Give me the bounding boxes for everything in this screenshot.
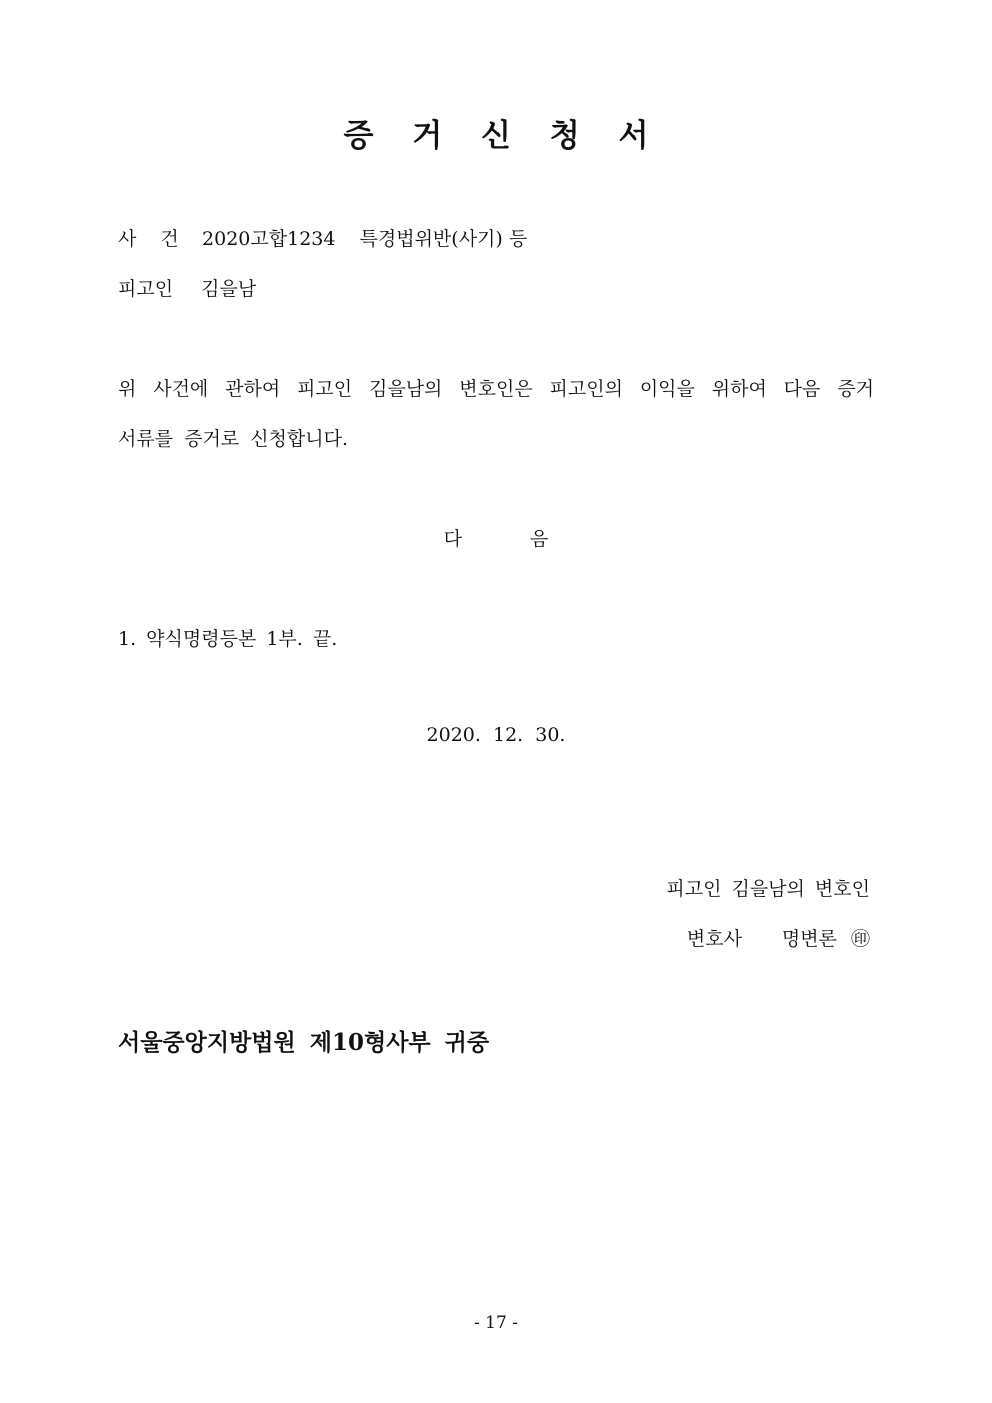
defendant-name: 김을남: [201, 278, 257, 300]
case-name: 특경법위반(사기) 등: [359, 228, 528, 250]
body-paragraph-line-1: [118, 374, 874, 401]
signature-title: 변호사: [686, 928, 742, 950]
body-word: 피고인의: [549, 378, 623, 400]
case-number: 2020고합1234: [202, 228, 336, 250]
body-word: 이익을: [639, 378, 695, 400]
body-word: 사건에: [153, 378, 209, 400]
body-word: 위: [118, 378, 137, 400]
document-title: 증 거 신 청 서: [343, 118, 663, 154]
body-word: 증거: [837, 378, 874, 400]
defendant-line: [118, 274, 256, 301]
body-word: 위하여: [711, 378, 767, 400]
seal-icon: ㊞: [850, 928, 870, 950]
body-word: 변호인은: [459, 378, 533, 400]
court-addressee: 서울중앙지방법원 제10형사부 귀중: [118, 1029, 490, 1056]
case-label-part-2: 건: [160, 228, 179, 250]
signature-name: 명변론: [781, 928, 837, 950]
body-word: 관하여: [225, 378, 281, 400]
signature-role: 피고인 김을남의 변호인: [666, 878, 870, 900]
case-label: [118, 224, 196, 251]
document-date: 2020. 12. 30.: [426, 724, 566, 746]
page-number: - 17 -: [474, 1313, 518, 1333]
section-heading-part-2: 음: [530, 528, 549, 550]
section-heading: [0, 524, 992, 551]
case-label-part-1: 사: [118, 228, 137, 250]
case-line: [118, 224, 527, 251]
section-heading-part-1: 다: [443, 528, 462, 550]
body-word: 피고인: [297, 378, 353, 400]
body-word: 김을남의: [368, 378, 443, 400]
defendant-label: 피고인: [118, 278, 174, 300]
body-word: 다음: [783, 378, 821, 400]
signature-line: [687, 924, 870, 951]
body-paragraph-line-2: 서류를 증거로 신청합니다.: [118, 428, 349, 450]
evidence-item: 1. 약식명령등본 1부. 끝.: [118, 628, 338, 650]
